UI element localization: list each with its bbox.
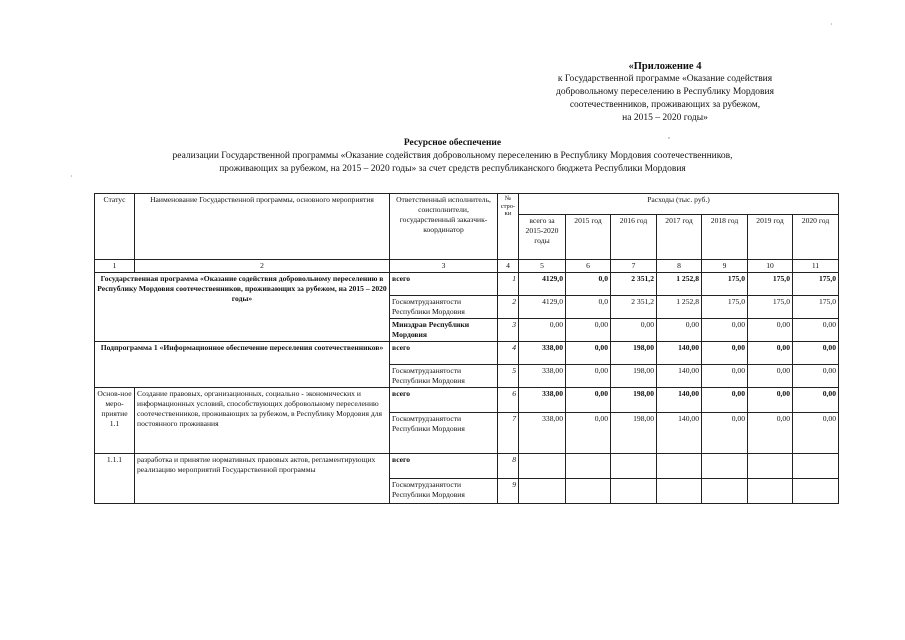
value-cell: 4129,0: [519, 296, 566, 319]
value-cell: 0,00: [793, 319, 839, 342]
column-number: 8: [657, 260, 702, 273]
value-cell: 2 351,2: [611, 273, 657, 296]
column-number: 2: [135, 260, 390, 273]
value-cell: 198,00: [611, 342, 657, 365]
value-cell: 0,00: [566, 342, 611, 365]
value-cell: 0,00: [566, 365, 611, 388]
responsible-cell: всего: [390, 388, 498, 413]
value-cell: 0,00: [566, 388, 611, 413]
value-cell: 0,00: [566, 319, 611, 342]
header-year: 2016 год: [611, 215, 657, 260]
table-row: [95, 388, 839, 413]
value-cell: 1 252,8: [657, 273, 702, 296]
responsible-cell: всего: [390, 273, 498, 296]
value-cell: 0,0: [566, 296, 611, 319]
value-cell: 175,0: [793, 273, 839, 296]
table-row: [95, 454, 839, 479]
value-cell: 0,00: [611, 319, 657, 342]
value-cell: 1 252,8: [657, 296, 702, 319]
header-year: 2018 год: [702, 215, 748, 260]
column-number: 1: [95, 260, 135, 273]
value-cell: 0,0: [566, 273, 611, 296]
value-cell: [611, 479, 657, 504]
appendix-block: [470, 60, 860, 125]
column-number: 5: [519, 260, 566, 273]
subprogram-name: Подпрограмма 1 «Информационное обеспечение переселения соотечественников»: [95, 342, 390, 388]
value-cell: 338,00: [519, 342, 566, 365]
value-cell: [566, 454, 611, 479]
value-cell: 2 351,2: [611, 296, 657, 319]
value-cell: 0,00: [702, 365, 748, 388]
value-cell: [793, 454, 839, 479]
responsible-cell: Госкомтрудзанятости Республики Мордовия: [390, 365, 498, 388]
status-cell: 1.1.1: [95, 454, 135, 504]
value-cell: 0,00: [519, 319, 566, 342]
row-number: 8: [498, 454, 519, 479]
status-cell: Основ-ное меро-приятие 1.1: [95, 388, 135, 454]
row-number: 4: [498, 342, 519, 365]
value-cell: [748, 454, 793, 479]
value-cell: [657, 479, 702, 504]
value-cell: 0,00: [748, 413, 793, 454]
title-main: Ресурсное обеспечение: [403, 138, 502, 148]
column-number: 4: [498, 260, 519, 273]
header-total: всего за 2015-2020 годы: [519, 215, 566, 260]
value-cell: 175,0: [793, 296, 839, 319]
scan-mark: ,: [668, 131, 670, 140]
value-cell: [793, 479, 839, 504]
row-number: 5: [498, 365, 519, 388]
value-cell: [702, 479, 748, 504]
value-cell: 0,00: [793, 342, 839, 365]
header-year: 2019 год: [748, 215, 793, 260]
header-year: 2020 год: [793, 215, 839, 260]
column-number: 7: [611, 260, 657, 273]
value-cell: 140,00: [657, 388, 702, 413]
header-name: Наименование Государственной программы, основного мероприятия: [135, 194, 390, 260]
value-cell: 198,00: [611, 365, 657, 388]
value-cell: 338,00: [519, 413, 566, 454]
value-cell: 0,00: [793, 413, 839, 454]
program-name: Государственная программа «Оказание содействия добровольному переселению в Республику Мордовия соотечественников, проживающих за рубежом, на 2015 – 2020 годы»: [95, 273, 390, 342]
row-number: 1: [498, 273, 519, 296]
value-cell: 0,00: [702, 342, 748, 365]
title-subtitle: проживающих за рубежом, на 2015 – 2020 годы» за счет средств республиканского бюджета Республики Мордовия: [219, 164, 686, 174]
value-cell: 0,00: [748, 319, 793, 342]
header-expenses: Расходы (тыс. руб.): [519, 194, 839, 215]
header-status: Статус: [95, 194, 135, 260]
value-cell: 140,00: [657, 413, 702, 454]
column-number: 3: [390, 260, 498, 273]
value-cell: 140,00: [657, 365, 702, 388]
value-cell: 175,0: [748, 296, 793, 319]
event-name: Создание правовых, организационных, социально - экономических и информационных условий, способствующих добровольному переселению соотечественников, проживающих за рубежом, в Республику Мордовия для постоянного проживания: [135, 388, 390, 454]
header-responsible: Ответственный исполнитель, соисполнители, государственный заказчик-координатор: [390, 194, 498, 260]
column-number: 11: [793, 260, 839, 273]
responsible-cell: Минздрав Республики Мордовия: [390, 319, 498, 342]
value-cell: 4129,0: [519, 273, 566, 296]
value-cell: 0,00: [748, 388, 793, 413]
value-cell: 0,00: [793, 388, 839, 413]
column-number: 6: [566, 260, 611, 273]
value-cell: [519, 479, 566, 504]
appendix-line: на 2015 – 2020 годы»: [622, 113, 708, 123]
row-number: 9: [498, 479, 519, 504]
value-cell: 0,00: [702, 319, 748, 342]
header-year: 2017 год: [657, 215, 702, 260]
column-number-row: [95, 260, 839, 273]
title-subtitle: реализации Государственной программы «Оказание содействия добровольному переселению в Республику Мордовия соотечественников,: [172, 151, 733, 161]
value-cell: 140,00: [657, 342, 702, 365]
column-number: 9: [702, 260, 748, 273]
scan-mark: ·: [830, 20, 833, 29]
value-cell: 198,00: [611, 413, 657, 454]
responsible-cell: всего: [390, 342, 498, 365]
value-cell: [748, 479, 793, 504]
value-cell: 338,00: [519, 388, 566, 413]
value-cell: 0,00: [748, 365, 793, 388]
value-cell: 0,00: [793, 365, 839, 388]
row-number: 7: [498, 413, 519, 454]
value-cell: [566, 479, 611, 504]
appendix-line: к Государственной программе «Оказание содействия: [557, 74, 773, 84]
appendix-line: соотечественников, проживающих за рубежом,: [569, 100, 761, 110]
value-cell: [702, 454, 748, 479]
resource-table: [94, 193, 839, 504]
value-cell: 0,00: [657, 319, 702, 342]
scan-mark: ·: [70, 172, 73, 181]
table-header-row: [95, 194, 839, 215]
column-number: 10: [748, 260, 793, 273]
value-cell: 0,00: [566, 413, 611, 454]
value-cell: 0,00: [748, 342, 793, 365]
table-row: [95, 342, 839, 365]
responsible-cell: всего: [390, 454, 498, 479]
row-number: 3: [498, 319, 519, 342]
value-cell: 338,00: [519, 365, 566, 388]
value-cell: 175,0: [748, 273, 793, 296]
responsible-cell: Госкомтрудзанятости Республики Мордовия: [390, 296, 498, 319]
value-cell: [611, 454, 657, 479]
value-cell: 175,0: [702, 296, 748, 319]
event-name: разработка и принятие нормативных правовых актов, регламентирующих реализацию мероприятий Государственной программы: [135, 454, 390, 504]
value-cell: 175,0: [702, 273, 748, 296]
header-year: 2015 год: [566, 215, 611, 260]
appendix-line: добровольному переселению в Республику Мордовия: [555, 87, 774, 97]
value-cell: [519, 454, 566, 479]
responsible-cell: Госкомтрудзанятости Республики Мордовия: [390, 413, 498, 454]
document-title: [60, 137, 845, 176]
value-cell: 198,00: [611, 388, 657, 413]
appendix-head: «Приложение 4: [628, 61, 702, 72]
table-row: [95, 273, 839, 296]
value-cell: 0,00: [702, 413, 748, 454]
value-cell: 0,00: [702, 388, 748, 413]
responsible-cell: Госкомтрудзанятости Республики Мордовия: [390, 479, 498, 504]
value-cell: [657, 454, 702, 479]
header-row-no: № стро-ки: [498, 194, 519, 260]
row-number: 6: [498, 388, 519, 413]
row-number: 2: [498, 296, 519, 319]
